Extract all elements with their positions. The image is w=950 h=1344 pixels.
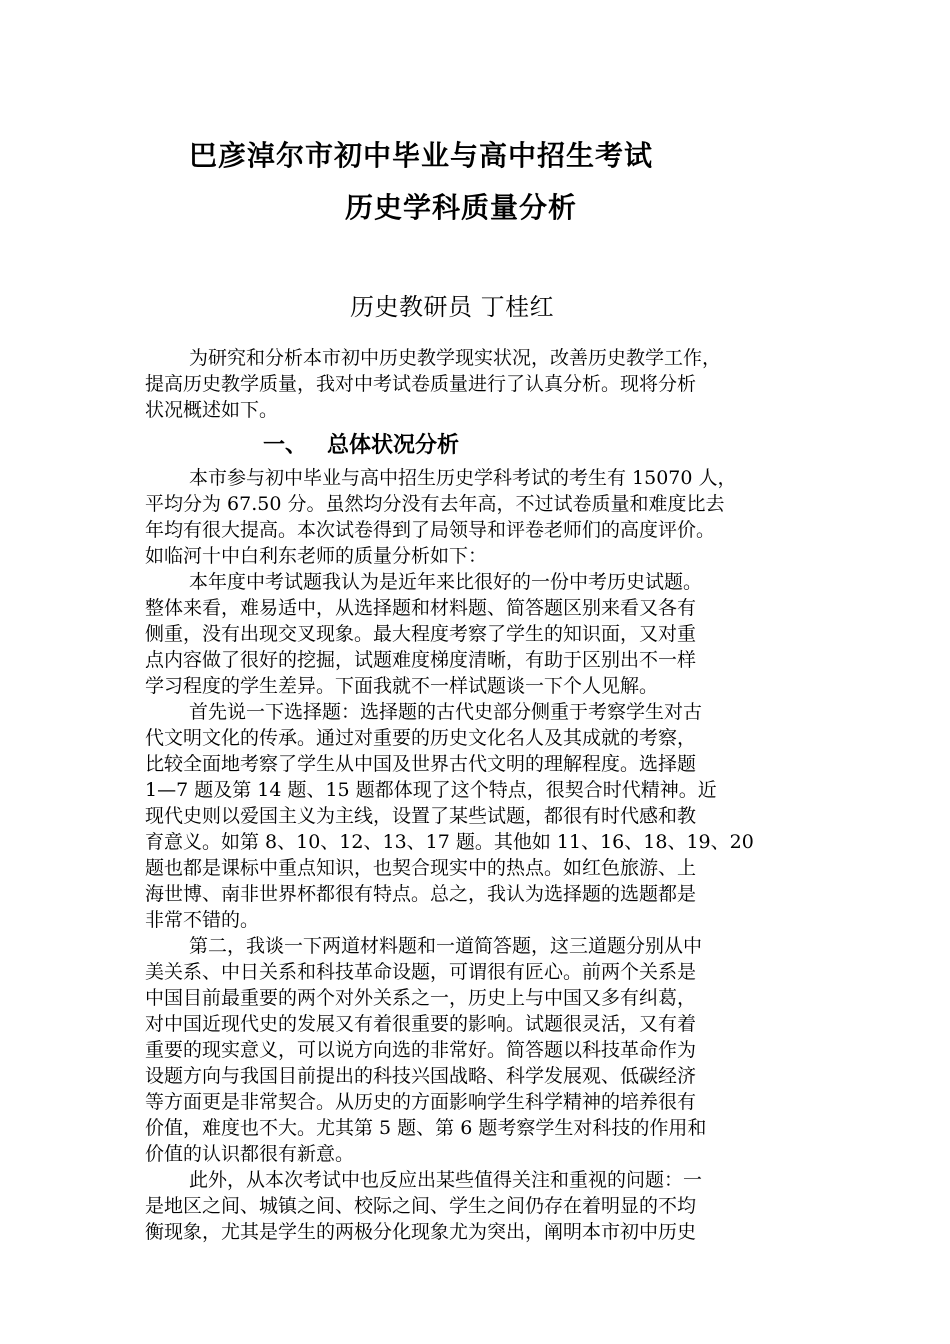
- document-body: [145, 345, 805, 1245]
- paragraph-line: 代文明文化的传承。通过对重要的历史文化名人及其成就的考察，: [145, 727, 697, 749]
- paragraph-line: 为研究和分析本市初中历史教学现实状况，改善历史教学工作，: [189, 347, 722, 369]
- paragraph-line: 美关系、中日关系和科技革命设题，可谓很有匠心。前两个关系是: [145, 961, 697, 983]
- paragraph-line: 是地区之间、城镇之间、校际之间、学生之间仍存在着明显的不均: [145, 1195, 697, 1217]
- paragraph: [145, 569, 805, 699]
- paragraph-line: 育意义。如第 8、10、12、13、17 题。其他如 11、16、18、19、20: [145, 831, 754, 853]
- paragraph-line: 中国目前最重要的两个对外关系之一，历史上与中国又多有纠葛，: [145, 987, 697, 1009]
- paragraph-line: 题也都是课标中重点知识，也契合现实中的热点。如红色旅游、上: [145, 857, 697, 879]
- paragraph-line: 衡现象，尤其是学生的两极分化现象尤为突出，阐明本市初中历史: [145, 1221, 697, 1243]
- paragraph-line: 第二，我谈一下两道材料题和一道简答题，这三道题分别从中: [189, 935, 703, 957]
- paragraph-line: 平均分为 67.50 分。虽然均分没有去年高，不过试卷质量和难度比去: [145, 493, 725, 515]
- paragraph-line: 点内容做了很好的挖掘，试题难度梯度清晰，有助于区别出不一样: [145, 649, 697, 671]
- author-line: 历史教研员 丁桂红: [350, 293, 555, 321]
- paragraph-line: 对中国近现代史的发展又有着很重要的影响。试题很灵活，又有着: [145, 1013, 697, 1035]
- section-number: 一、: [263, 432, 308, 458]
- document-title-line1: 巴彦淖尔市初中毕业与高中招生考试: [189, 139, 654, 172]
- paragraph-line: 侧重，没有出现交叉现象。最大程度考察了学生的知识面，又对重: [145, 623, 697, 645]
- section-title: 总体状况分析: [327, 432, 460, 458]
- paragraph-line: 此外，从本次考试中也反应出某些值得关注和重视的问题：一: [189, 1169, 703, 1191]
- paragraph-line: 等方面更是非常契合。从历史的方面影响学生科学精神的培养很有: [145, 1091, 697, 1113]
- paragraph: [145, 933, 805, 1167]
- paragraph-line: 设题方向与我国目前提出的科技兴国战略、科学发展观、低碳经济: [145, 1065, 697, 1087]
- paragraph-line: 价值，难度也不大。尤其第 5 题、第 6 题考察学生对科技的作用和: [145, 1117, 707, 1139]
- paragraph-line: 1—7 题及第 14 题、15 题都体现了这个特点，很契合时代精神。近: [145, 779, 717, 801]
- paragraph-line: 学习程度的学生差异。下面我就不一样试题谈一下个人见解。: [145, 675, 659, 697]
- intro-paragraph: [145, 345, 805, 423]
- section-heading: [145, 427, 805, 463]
- paragraph-line: 本年度中考试题我认为是近年来比很好的一份中考历史试题。: [189, 571, 703, 593]
- document-title-line2: 历史学科质量分析: [345, 191, 578, 224]
- paragraph-line: 价值的认识都很有新意。: [145, 1143, 355, 1165]
- paragraph-line: 海世博、南非世界杯都很有特点。总之，我认为选择题的选题都是: [145, 883, 697, 905]
- paragraph-line: 整体来看，难易适中，从选择题和材料题、简答题区别来看又各有: [145, 597, 697, 619]
- paragraph-line: 状况概述如下。: [145, 399, 279, 421]
- paragraph-line: 比较全面地考察了学生从中国及世界古代文明的理解程度。选择题: [145, 753, 697, 775]
- paragraph-line: 如临河十中白利东老师的质量分析如下：: [145, 545, 488, 567]
- paragraph-line: 现代史则以爱国主义为主线，设置了某些试题，都很有时代感和教: [145, 805, 697, 827]
- paragraph-line: 重要的现实意义，可以说方向选的非常好。简答题以科技革命作为: [145, 1039, 697, 1061]
- paragraph: [145, 1167, 805, 1245]
- paragraph-line: 年均有很大提高。本次试卷得到了局领导和评卷老师们的高度评价。: [145, 519, 716, 541]
- paragraph: [145, 465, 805, 569]
- paragraph-line: 首先说一下选择题：选择题的古代史部分侧重于考察学生对古: [189, 701, 703, 723]
- paragraph-line: 非常不错的。: [145, 909, 260, 931]
- paragraph-line: 提高历史教学质量，我对中考试卷质量进行了认真分析。现将分析: [145, 373, 697, 395]
- paragraph-line: 本市参与初中毕业与高中招生历史学科考试的考生有 15070 人，: [189, 467, 737, 489]
- paragraph: [145, 699, 805, 933]
